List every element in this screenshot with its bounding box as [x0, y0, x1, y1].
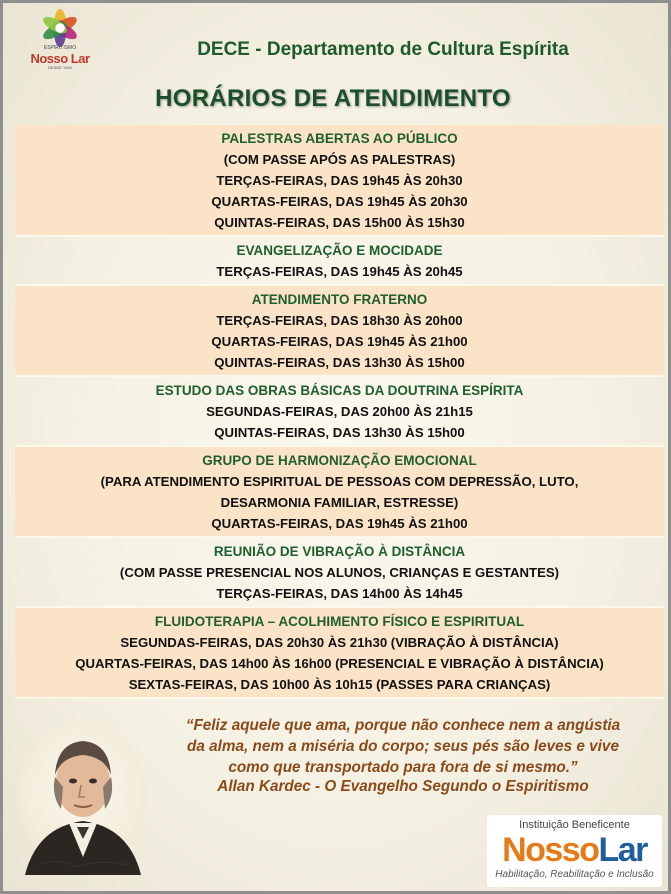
schedule-section-evangelizacao	[15, 237, 664, 286]
quote-line: da alma, nem a miséria do corpo; seus pés são leves e vive	[187, 738, 619, 755]
kardec-quote	[143, 715, 663, 778]
page-title: HORÁRIOS DE ATENDIMENTO	[155, 85, 511, 112]
institution-tagline: Habilitação, Reabilitação e Inclusão	[495, 869, 654, 880]
section-line: QUARTAS-FEIRAS, DAS 14h00 ÀS 16h00 (PRESENCIAL E VIBRAÇÃO À DISTÂNCIA)	[75, 656, 604, 671]
section-title: ESTUDO DAS OBRAS BÁSICAS DA DOUTRINA ESPÍRITA	[155, 383, 524, 398]
institution-name	[487, 833, 662, 867]
section-title: GRUPO DE HARMONIZAÇÃO EMOCIONAL	[202, 453, 477, 468]
institution-label: Instituição Beneficente	[519, 819, 630, 831]
section-line: SEGUNDAS-FEIRAS, DAS 20h00 ÀS 21h15	[206, 404, 473, 419]
institution-logo	[487, 815, 662, 887]
quote-line: “Feliz aquele que ama, porque não conhece nem a angústia	[185, 717, 621, 734]
section-line: SEGUNDAS-FEIRAS, DAS 20h30 ÀS 21h30 (VIBRAÇÃO À DISTÂNCIA)	[120, 635, 559, 650]
section-line: QUINTAS-FEIRAS, DAS 15h00 ÀS 15h30	[214, 215, 465, 230]
allan-kardec-portrait-icon	[17, 717, 149, 875]
section-line: (COM PASSE APÓS AS PALESTRAS)	[223, 152, 456, 167]
section-line: SEXTAS-FEIRAS, DAS 10h00 ÀS 10h15 (PASSES PARA CRIANÇAS)	[128, 677, 551, 692]
section-line: QUINTAS-FEIRAS, DAS 13h30 ÀS 15h00	[214, 425, 465, 440]
section-title: EVANGELIZAÇÃO E MOCIDADE	[236, 243, 443, 258]
logo-text-since: DESDE 1946	[48, 65, 72, 70]
department-title: DECE - Departamento de Cultura Espírita	[197, 39, 569, 60]
section-line: QUINTAS-FEIRAS, DAS 13h30 ÀS 15h00	[214, 355, 465, 370]
flower-logo-icon	[41, 9, 79, 47]
section-title: FLUIDOTERAPIA – ACOLHIMENTO FÍSICO E ESPIRITUAL	[154, 614, 525, 629]
section-line: TERÇAS-FEIRAS, DAS 19h45 ÀS 20h45	[216, 264, 463, 279]
nosso-lar-logo	[17, 9, 103, 77]
logo-text-top: ESPIRITISMO	[43, 45, 77, 51]
section-title: ATENDIMENTO FRATERNO	[251, 292, 428, 307]
quote-line: como que transportado para fora de si mesmo.”	[228, 759, 578, 776]
schedule-section-fluidoterapia	[15, 608, 664, 699]
section-line: (COM PASSE PRESENCIAL NOS ALUNOS, CRIANÇAS E GESTANTES)	[119, 565, 560, 580]
section-line: TERÇAS-FEIRAS, DAS 19h45 ÀS 20h30	[216, 173, 463, 188]
section-line: QUARTAS-FEIRAS, DAS 19h45 ÀS 20h30	[211, 194, 468, 209]
schedule-section-palestras	[15, 125, 664, 237]
section-line: (PARA ATENDIMENTO ESPIRITUAL DE PESSOAS COM DEPRESSÃO, LUTO,	[100, 474, 579, 489]
section-line: TERÇAS-FEIRAS, DAS 14h00 ÀS 14h45	[216, 586, 463, 601]
section-line: QUARTAS-FEIRAS, DAS 19h45 ÀS 21h00	[211, 334, 468, 349]
schedule-section-atendimento-fraterno	[15, 286, 664, 377]
schedule-list	[15, 125, 664, 699]
quote-author: Allan Kardec - O Evangelho Segundo o Espiritismo	[217, 778, 589, 795]
schedule-section-harmonizacao	[15, 447, 664, 538]
section-title: REUNIÃO DE VIBRAÇÃO À DISTÂNCIA	[213, 544, 466, 559]
institution-name-part2: Lar	[598, 831, 647, 869]
section-line: TERÇAS-FEIRAS, DAS 18h30 ÀS 20h00	[216, 313, 463, 328]
section-title: PALESTRAS ABERTAS AO PÚBLICO	[221, 131, 458, 146]
institution-name-part1: Nosso	[502, 831, 599, 869]
section-line: DESARMONIA FAMILIAR, ESTRESSE)	[220, 495, 459, 510]
schedule-section-vibracao	[15, 538, 664, 608]
schedule-section-estudo	[15, 377, 664, 447]
section-line: QUARTAS-FEIRAS, DAS 19h45 ÀS 21h00	[211, 516, 468, 531]
logo-text-name: Nosso Lar	[30, 51, 90, 66]
